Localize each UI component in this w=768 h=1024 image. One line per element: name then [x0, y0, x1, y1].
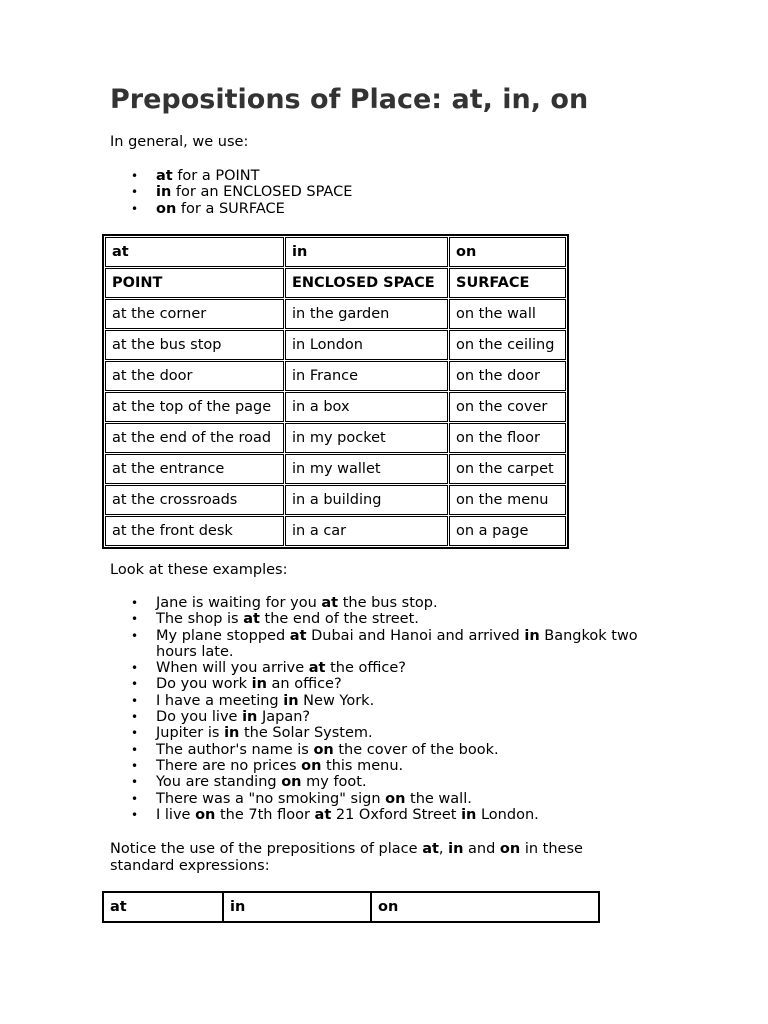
table-cell: on the floor — [449, 423, 566, 453]
table-row — [105, 454, 566, 484]
list-item: • at for a POINT — [110, 168, 352, 184]
examples-intro: Look at these examples: — [110, 562, 288, 578]
example-item: • Jupiter is in the Solar System. — [110, 725, 670, 741]
example-item: • The shop is at the end of the street. — [110, 611, 670, 627]
table-row — [105, 299, 566, 329]
table-row — [105, 423, 566, 453]
table-header-cell: in — [285, 237, 448, 267]
examples-list — [110, 595, 670, 823]
page-title: Prepositions of Place: at, in, on — [110, 84, 589, 115]
table-header-row — [103, 892, 599, 922]
table-cell: at the bus stop — [105, 330, 284, 360]
table-header-cell: at — [103, 892, 223, 922]
example-item: • I have a meeting in New York. — [110, 693, 670, 709]
example-item: • There was a "no smoking" sign on the wall. — [110, 791, 670, 807]
table-row — [105, 392, 566, 422]
notice-text: Notice the use of the prepositions of place at, in and on in these standard expressions: — [110, 841, 583, 874]
table-cell: in France — [285, 361, 448, 391]
general-uses-list — [110, 168, 352, 217]
table-row — [105, 516, 566, 546]
table-cell: in a building — [285, 485, 448, 515]
intro-text: In general, we use: — [110, 134, 249, 150]
table-row — [105, 485, 566, 515]
table-header-row — [105, 237, 566, 267]
table-cell: at the door — [105, 361, 284, 391]
table-header-cell: ENCLOSED SPACE — [285, 268, 448, 298]
table-cell: on the ceiling — [449, 330, 566, 360]
table-cell: at the top of the page — [105, 392, 284, 422]
prepositions-table — [102, 234, 569, 549]
example-item: • Jane is waiting for you at the bus stop. — [110, 595, 670, 611]
table-cell: in a box — [285, 392, 448, 422]
table-cell: on the menu — [449, 485, 566, 515]
table-subheader-row — [105, 268, 566, 298]
example-item: • There are no prices on this menu. — [110, 758, 670, 774]
table-cell: on the door — [449, 361, 566, 391]
example-item: • My plane stopped at Dubai and Hanoi and arrived in Bangkok two hours late. — [110, 628, 670, 661]
list-item: • on for a SURFACE — [110, 201, 352, 217]
table-cell: on the carpet — [449, 454, 566, 484]
list-item: • in for an ENCLOSED SPACE — [110, 184, 352, 200]
table-header-cell: POINT — [105, 268, 284, 298]
table-row — [105, 361, 566, 391]
table-cell: in my pocket — [285, 423, 448, 453]
table-cell: on the wall — [449, 299, 566, 329]
table-header-cell: at — [105, 237, 284, 267]
table-cell: at the entrance — [105, 454, 284, 484]
standard-expressions-table — [102, 891, 600, 923]
table-cell: in the garden — [285, 299, 448, 329]
table-cell: at the corner — [105, 299, 284, 329]
example-item: • I live on the 7th floor at 21 Oxford Street in London. — [110, 807, 670, 823]
table-header-cell: SURFACE — [449, 268, 566, 298]
example-item: • The author's name is on the cover of the book. — [110, 742, 670, 758]
table-cell: at the end of the road — [105, 423, 284, 453]
table-cell: in a car — [285, 516, 448, 546]
table-cell: on the cover — [449, 392, 566, 422]
table-header-cell: on — [378, 899, 399, 915]
example-item: • You are standing on my foot. — [110, 774, 670, 790]
table-cell: at the crossroads — [105, 485, 284, 515]
table-cell: in my wallet — [285, 454, 448, 484]
table-cell: on a page — [449, 516, 566, 546]
example-item: • When will you arrive at the office? — [110, 660, 670, 676]
table-header-cell: on — [449, 237, 566, 267]
example-item: • Do you live in Japan? — [110, 709, 670, 725]
example-item: • Do you work in an office? — [110, 676, 670, 692]
table-header-cell: in — [223, 892, 371, 922]
table-cell: at the front desk — [105, 516, 284, 546]
table-row — [105, 330, 566, 360]
table-cell: in London — [285, 330, 448, 360]
